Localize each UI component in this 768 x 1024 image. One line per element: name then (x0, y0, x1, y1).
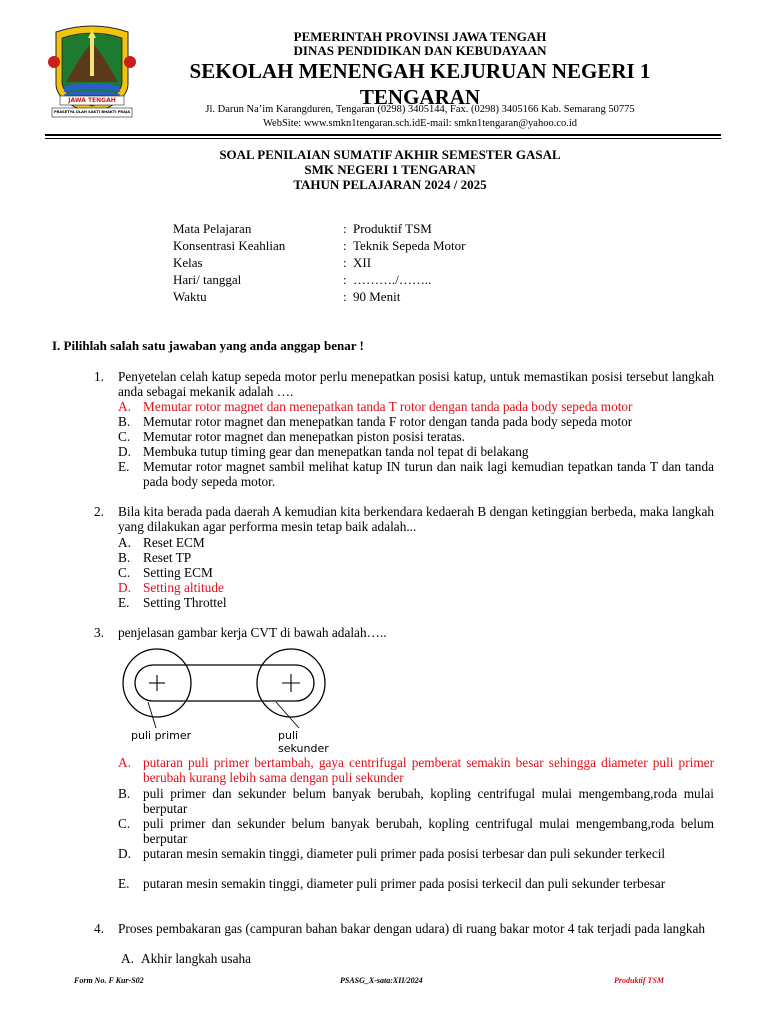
option-text: Akhir langkah usaha (141, 951, 252, 966)
question-text: penjelasan gambar kerja CVT di bawah adalah….. (118, 625, 387, 640)
info-value: ………./…….. (353, 272, 432, 287)
info-colon: : (343, 272, 347, 287)
option-letter: D. (118, 580, 131, 595)
option-letter: B. (118, 786, 131, 801)
question-number: 2. (94, 504, 104, 519)
section-instruction: I. Pilihlah salah satu jawaban yang anda anggap benar ! (52, 338, 364, 353)
option-letter: D. (118, 846, 131, 861)
cvt-diagram (116, 644, 348, 755)
logo-banner-text: JAWA TENGAH (68, 97, 116, 104)
option-letter: B. (118, 550, 131, 565)
option-text: Reset TP (143, 550, 192, 565)
option-text: puli primer dan sekunder belum banyak berubah, kopling centrifugal mulai mengembang,roda belum berputar (143, 816, 714, 846)
option-text-answer: Memutar rotor magnet dan menepatkan tanda T rotor dengan tanda pada body sepeda motor (143, 399, 633, 414)
option-text: Memutar rotor magnet dan menepatkan tanda F rotor dengan tanda pada body sepeda motor (143, 414, 633, 429)
option-text-answer: putaran puli primer bertambah, gaya centrifugal pemberat semakin besar sehingga diameter puli primer berubah kurang lebih sama dengan puli sekunder (143, 755, 714, 785)
question-text: Penyetelan celah katup sepeda motor perlu menepatkan posisi katup, untuk memastikan posisi tersebut langkah anda sebagai mekanik adalah …. (118, 369, 714, 399)
option-letter: C. (118, 816, 131, 831)
exam-year: TAHUN PELAJARAN 2024 / 2025 (293, 177, 487, 192)
info-value: XII (353, 255, 372, 270)
info-label: Kelas (173, 255, 203, 270)
school-address: Jl. Darun Na’im Karangduren, Tengaran (0298) 3405144, Fax. (0298) 3405166 Kab. Semarang 50775 (205, 104, 635, 115)
option-text: Membuka tutup timing gear dan menepatkan tanda nol tepat di belakang (143, 444, 529, 459)
government-line: PEMERINTAH PROVINSI JAWA TENGAH (293, 29, 547, 44)
primary-pulley-label: puli primer (131, 729, 192, 742)
option-letter: E. (118, 595, 130, 610)
school-name-line1: SEKOLAH MENENGAH KEJURUAN NEGERI 1 (189, 59, 651, 83)
info-colon: : (343, 221, 347, 236)
question-number: 1. (94, 369, 104, 384)
secondary-pulley-label: puli sekunder (278, 729, 329, 755)
option-text: Memutar rotor magnet sambil melihat katup IN turun dan naik lagi kemudian tepatkan tanda T dan tanda pada body sepeda motor. (143, 459, 714, 489)
option-letter: B. (118, 414, 131, 429)
option-letter: C. (118, 565, 131, 580)
exam-title: SOAL PENILAIAN SUMATIF AKHIR SEMESTER GASAL (219, 147, 561, 162)
option-text: putaran mesin semakin tinggi, diameter puli primer pada posisi terkecil dan puli sekunder terbesar (143, 876, 666, 891)
option-letter: A. (118, 535, 131, 550)
header-divider (45, 134, 721, 136)
option-text: Reset ECM (143, 535, 205, 550)
option-letter: D. (118, 444, 131, 459)
option-text: Setting Throttel (143, 595, 227, 610)
option-letter: A. (118, 399, 131, 414)
info-label: Hari/ tanggal (173, 272, 242, 287)
info-label: Waktu (173, 289, 207, 304)
option-letter: A. (121, 951, 134, 966)
department-line: DINAS PENDIDIKAN DAN KEBUDAYAAN (293, 43, 547, 58)
option-letter: C. (118, 429, 131, 444)
option-letter: A. (118, 755, 131, 770)
option-letter: E. (118, 876, 130, 891)
info-value: 90 Menit (353, 289, 401, 304)
school-website: WebSite: www.smkn1tengaran.sch.idE-mail: smkn1tengaran@yahoo.co.id (262, 118, 578, 129)
footer-form-number: Form No. F Kur-S02 (74, 976, 144, 985)
info-value: Teknik Sepeda Motor (353, 238, 466, 253)
option-text: Memutar rotor magnet dan menepatkan piston posisi teratas. (143, 429, 465, 444)
question-number: 3. (94, 625, 104, 640)
school-name-line2: TENGARAN (359, 85, 481, 109)
question-text: Proses pembakaran gas (campuran bahan bakar dengan udara) di ruang bakar motor 4 tak terjadi pada langkah (118, 921, 706, 936)
footer-subject: Produktif TSM (614, 976, 665, 985)
option-text-answer: Setting altitude (143, 580, 224, 595)
question-text: Bila kita berada pada daerah A kemudian kita berkendara kedaerah B dengan ketinggian berbeda, maka langkah yang dilakukan agar performa mesin tetap baik adalah... (118, 504, 714, 534)
info-label: Mata Pelajaran (173, 221, 252, 236)
province-logo (46, 22, 138, 122)
info-colon: : (343, 255, 347, 270)
option-text: Setting ECM (143, 565, 213, 580)
header-divider-thin (45, 138, 721, 139)
info-label: Konsentrasi Keahlian (173, 238, 286, 253)
footer-exam-code: PSASG_X-sata:XII/2024 (340, 976, 423, 985)
info-colon: : (343, 238, 347, 253)
option-letter: E. (118, 459, 130, 474)
school-name (150, 58, 690, 110)
option-text: putaran mesin semakin tinggi, diameter puli primer pada posisi terbesar dan puli sekunder terkecil (143, 846, 666, 861)
question-number: 4. (94, 921, 104, 936)
info-value: Produktif TSM (353, 221, 432, 236)
info-colon: : (343, 289, 347, 304)
exam-school: SMK NEGERI 1 TENGARAN (304, 162, 476, 177)
logo-motto-text: PRASETYA ULAH SAKTI BHAKTI PRAJA (53, 110, 131, 114)
option-text: puli primer dan sekunder belum banyak berubah, kopling centrifugal mulai mengembang,roda mulai berputar (143, 786, 714, 816)
